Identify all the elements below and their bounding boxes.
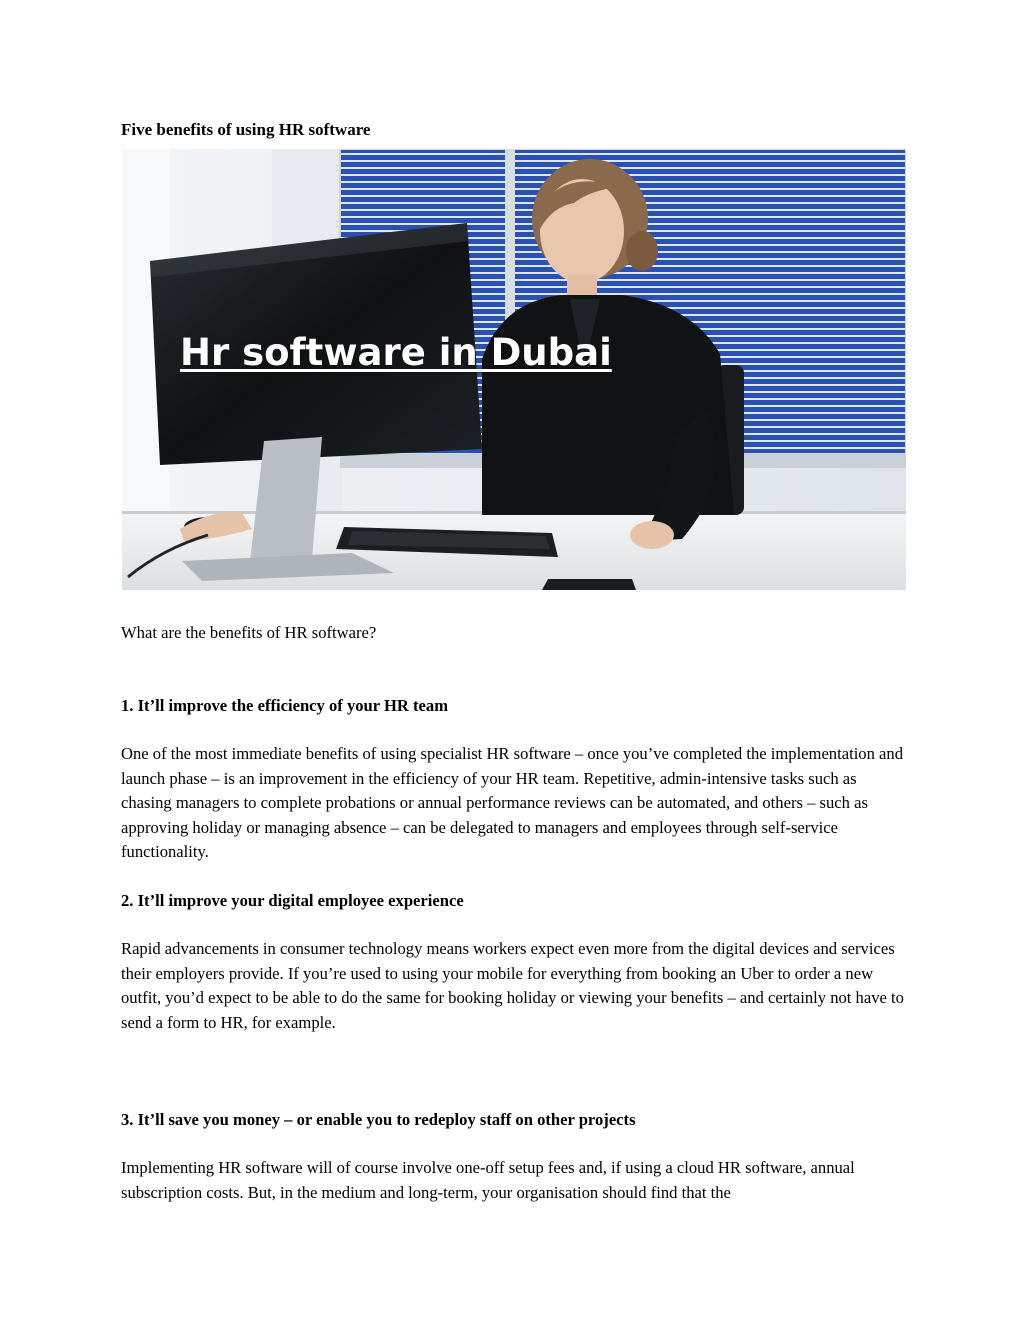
document-title: Five benefits of using HR software bbox=[121, 120, 371, 139]
section-heading: 2. It’ll improve your digital employee experience bbox=[121, 891, 464, 910]
section-body: One of the most immediate benefits of using specialist HR software – once you’ve completed the implementation and launch phase – is an improvement in the efficiency of your HR team. Repetitive, admin-intensive tasks such as chasing managers to complete probations or annual performance reviews can be automated, and others – such as approving holiday or managing absence – can be delegated to managers and employees through self-service functionality. bbox=[121, 744, 904, 861]
section-heading: 1. It’ll improve the efficiency of your HR team bbox=[121, 696, 449, 715]
section-body: Rapid advancements in consumer technology means workers expect even more from the digital devices and services their employers provide. If you’re used to using your mobile for everything from booking an Uber to order a new outfit, you’d expect to be able to do the same for booking holiday or viewing your benefits – and certainly not have to send a form to HR, for example. bbox=[121, 939, 904, 1032]
hero-image-caption: Hr software in Dubai bbox=[180, 331, 612, 374]
section-body: Implementing HR software will of course involve one-off setup fees and, if using a cloud HR software, annual subscription costs. But, in the medium and long-term, your organisation should find that the bbox=[121, 1158, 855, 1202]
hero-image bbox=[122, 149, 906, 590]
section-heading: 3. It’ll save you money – or enable you to redeploy staff on other projects bbox=[121, 1110, 636, 1129]
intro-question: What are the benefits of HR software? bbox=[121, 623, 377, 642]
